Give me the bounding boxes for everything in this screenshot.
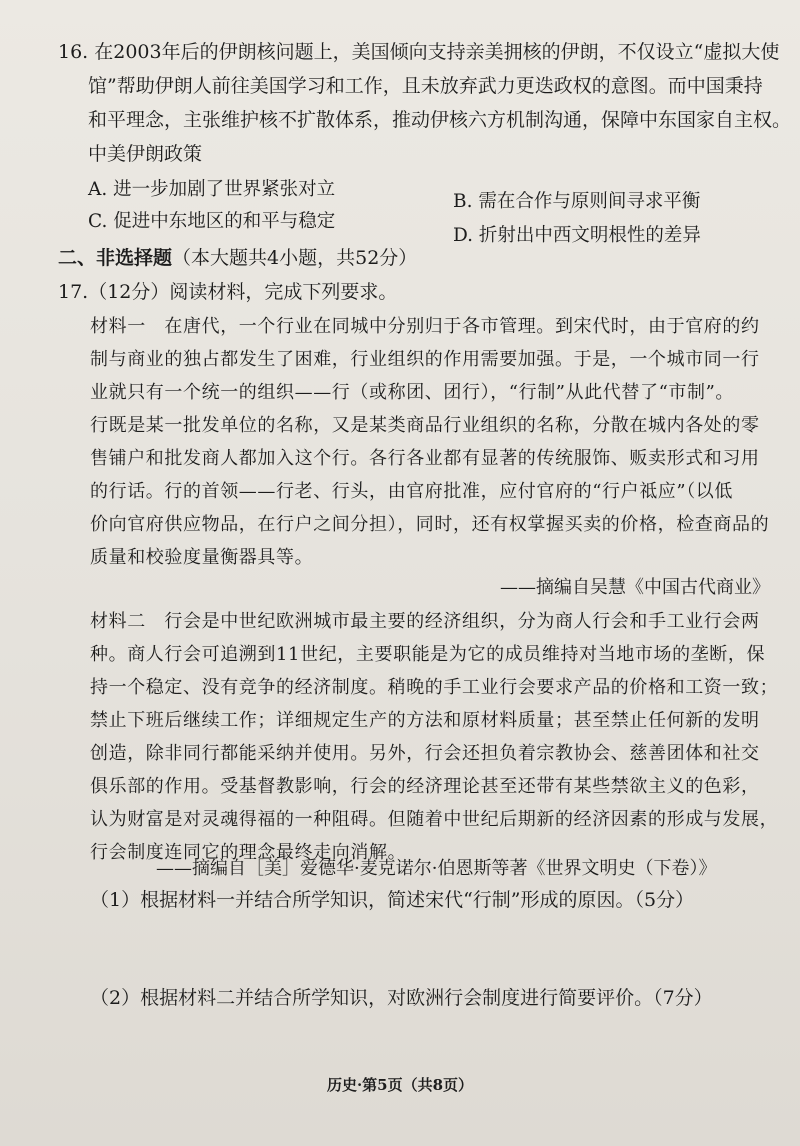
- q16-line-3: 和平理念，主张维护核不扩散体系，推动伊核六方机制沟通，保障中东国家自主权。: [88, 109, 792, 131]
- section-heading: [58, 244, 417, 272]
- material1-line-7: 价向官府供应物品，在行户之间分担），同时，还有权掌握买卖的价格，检查商品的: [90, 514, 770, 535]
- material2-line-6: 俱乐部的作用。受基督教影响，行会的经济理论甚至还带有某些禁欲主义的色彩，: [90, 776, 760, 797]
- material1-source: ——摘编自吴慧《中国古代商业》: [500, 577, 770, 598]
- material2-line-3: 持一个稳定、没有竞争的经济制度。稍晚的手工业行会要求产品的价格和工资一致；: [90, 677, 779, 698]
- answer-space-1[interactable]: [90, 918, 750, 980]
- material1-line-3: 业就只有一个统一的组织——行（或称团、团行），“行制”从此代替了“市制”。: [90, 382, 735, 403]
- material1-line-5: 售铺户和批发商人都加入这个行。各行各业都有显著的传统服饰、贩卖形式和习用: [90, 448, 760, 469]
- material1-line-8: 质量和校验度量衡器具等。: [90, 547, 314, 568]
- q17-sub-question-1: （1）根据材料一并结合所学知识，简述宋代“行制”形成的原因。（5分）: [90, 889, 695, 911]
- material2-line-2: 种。商人行会可追溯到11世纪，主要职能是为它的成员维持对当地市场的垄断，保: [90, 644, 766, 665]
- material2-line-8: 行会制度连同它的理念最终走向消解。: [90, 842, 407, 863]
- material1-line-6: 的行话。行的首领——行老、行头，由官府批准，应付官府的“行户祗应”（以低: [90, 481, 734, 502]
- q16-option-b: B. 需在合作与原则间寻求平衡: [453, 191, 701, 212]
- q17-header: 17.（12分）阅读材料，完成下列要求。: [58, 281, 398, 303]
- q16-option-a: A. 进一步加剧了世界紧张对立: [88, 179, 336, 200]
- answer-space-2[interactable]: [90, 1016, 750, 1066]
- q16-option-c: C. 促进中东地区的和平与稳定: [88, 211, 336, 232]
- material1-line-1: 材料一 在唐代，一个行业在同城中分别归于各市管理。到宋代时，由于官府的约: [90, 316, 760, 337]
- section-title: 二、非选择题: [58, 247, 173, 269]
- q16-line-1: 16. 在2003年后的伊朗核问题上，美国倾向支持亲美拥核的伊朗，不仅设立“虚拟大使: [58, 41, 780, 63]
- q16-line-2: 馆”帮助伊朗人前往美国学习和工作，且未放弃武力更迭政权的意图。而中国秉持: [88, 75, 763, 97]
- material2-line-4: 禁止下班后继续工作；详细规定生产的方法和原材料质量；甚至禁止任何新的发明: [90, 710, 760, 731]
- material2-line-7: 认为财富是对灵魂得福的一种阻碍。但随着中世纪后期新的经济因素的形成与发展，: [90, 809, 779, 830]
- material2-source: ——摘编自［美］爱德华·麦克诺尔·伯恩斯等著《世界文明史（下卷）》: [156, 858, 717, 879]
- q16-option-d: D. 折射出中西文明根性的差异: [453, 225, 701, 246]
- section-note: （本大题共4小题，共52分）: [172, 247, 418, 269]
- material1-line-4: 行既是某一批发单位的名称，又是某类商品行业组织的名称，分散在城内各处的零: [90, 415, 760, 436]
- page-footer: 历史·第5页（共8页）: [326, 1076, 474, 1094]
- material2-line-5: 创造，除非同行都能采纳并使用。另外，行会还担负着宗教协会、慈善团体和社交: [90, 743, 760, 764]
- material2-line-1: 材料二 行会是中世纪欧洲城市最主要的经济组织，分为商人行会和手工业行会两: [90, 611, 760, 632]
- q16-line-4: 中美伊朗政策: [88, 143, 203, 165]
- material1-line-2: 制与商业的独占都发生了困难，行业组织的作用需要加强。于是，一个城市同一行: [90, 349, 760, 370]
- q17-sub-question-2: （2）根据材料二并结合所学知识，对欧洲行会制度进行简要评价。（7分）: [90, 987, 713, 1009]
